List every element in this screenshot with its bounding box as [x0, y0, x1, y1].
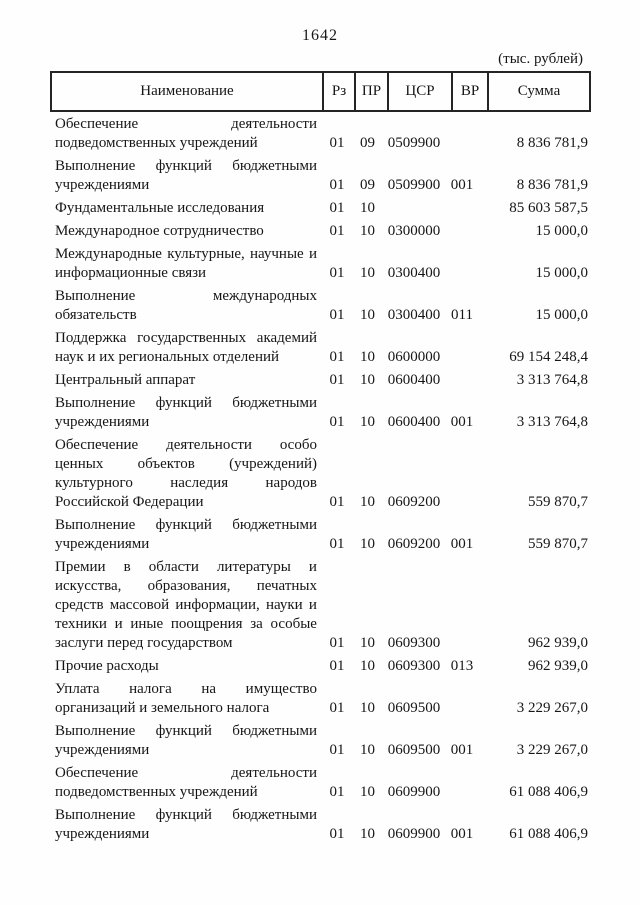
name-cell: Прочие расходы [55, 658, 159, 674]
csr-cell: 0609500 [387, 742, 441, 758]
csr-cell: 0509900 [387, 135, 441, 151]
csr-cell: 0609200 [387, 536, 441, 552]
csr-cell: 0300000 [387, 223, 441, 239]
name-cell: Выполнение функций бюджетными учреждениями [55, 158, 317, 193]
summa-cell: 3 313 764,8 [516, 414, 588, 430]
csr-cell: 0609500 [387, 700, 441, 716]
name-cell: Поддержка государственных академий наук и их региональных отделений [55, 330, 317, 365]
name-cell: Международные культурные, научные и информационные связи [55, 246, 317, 281]
summa-cell: 559 870,7 [528, 494, 588, 510]
column-header-pr: ПР [354, 73, 387, 110]
table-row [50, 558, 591, 653]
table-row [50, 329, 591, 367]
summa-cell: 8 836 781,9 [516, 135, 588, 151]
column-header-csr: ЦСР [387, 73, 451, 110]
rz-cell: 01 [329, 307, 345, 323]
summa-cell: 962 939,0 [528, 635, 588, 651]
table-row [50, 222, 591, 241]
name-cell: Выполнение функций бюджетными учреждениями [55, 807, 317, 842]
pr-cell: 10 [360, 200, 375, 216]
pr-cell: 10 [360, 826, 375, 842]
summa-cell: 61 088 406,9 [509, 784, 588, 800]
pr-cell: 10 [360, 536, 375, 552]
table-row [50, 680, 591, 718]
pr-cell: 10 [360, 349, 375, 365]
pr-cell: 10 [360, 784, 375, 800]
rz-cell: 01 [329, 784, 345, 800]
table-row [50, 436, 591, 512]
name-cell: Международное сотрудничество [55, 223, 264, 239]
pr-cell: 09 [360, 135, 375, 151]
csr-cell: 0300400 [387, 307, 441, 323]
pr-cell: 10 [360, 307, 375, 323]
summa-cell: 962 939,0 [528, 658, 588, 674]
rz-cell: 01 [329, 700, 345, 716]
csr-cell: 0609900 [387, 784, 441, 800]
table-row [50, 806, 591, 844]
csr-cell: 0600400 [387, 372, 441, 388]
vr-cell: 001 [450, 742, 474, 758]
pr-cell: 10 [360, 635, 375, 651]
rz-cell: 01 [329, 200, 345, 216]
name-cell: Обеспечение деятельности подведомственных учреждений [55, 116, 317, 151]
summa-cell: 15 000,0 [535, 223, 588, 239]
pr-cell: 10 [360, 223, 375, 239]
table-row [50, 199, 591, 218]
csr-cell: 0300400 [387, 265, 441, 281]
csr-cell: 0600400 [387, 414, 441, 430]
pr-cell: 10 [360, 265, 375, 281]
summa-cell: 85 603 587,5 [509, 200, 588, 216]
name-cell: Центральный аппарат [55, 372, 196, 388]
csr-cell: 0609300 [387, 635, 441, 651]
csr-cell: 0600000 [387, 349, 441, 365]
vr-cell: 001 [450, 414, 474, 430]
name-cell: Выполнение функций бюджетными учреждениями [55, 517, 317, 552]
rz-cell: 01 [329, 135, 345, 151]
name-cell: Выполнение функций бюджетными учреждениями [55, 723, 317, 758]
table-header-row [50, 71, 591, 112]
rz-cell: 01 [329, 826, 345, 842]
vr-cell: 011 [451, 307, 473, 323]
page-number: 1642 [302, 27, 338, 44]
table-body [50, 115, 591, 844]
column-header-summa: Сумма [487, 73, 589, 110]
table-row [50, 394, 591, 432]
summa-cell: 3 229 267,0 [516, 742, 588, 758]
table-row [50, 722, 591, 760]
rz-cell: 01 [329, 536, 345, 552]
rz-cell: 01 [329, 494, 345, 510]
summa-cell: 8 836 781,9 [516, 177, 588, 193]
table-row [50, 657, 591, 676]
name-cell: Обеспечение деятельности подведомственных учреждений [55, 765, 317, 800]
table-row [50, 157, 591, 195]
table-row [50, 115, 591, 153]
rz-cell: 01 [329, 414, 345, 430]
name-cell: Выполнение международных обязательств [55, 288, 317, 323]
vr-cell: 001 [450, 177, 474, 193]
csr-cell: 0509900 [387, 177, 441, 193]
rz-cell: 01 [329, 658, 345, 674]
pr-cell: 10 [360, 742, 375, 758]
pr-cell: 10 [360, 658, 375, 674]
vr-cell: 001 [450, 826, 474, 842]
table-row [50, 245, 591, 283]
table-row [50, 371, 591, 390]
summa-cell: 15 000,0 [535, 265, 588, 281]
name-cell: Уплата налога на имущество организаций и земельного налога [55, 681, 317, 716]
csr-cell: 0609900 [387, 826, 441, 842]
rz-cell: 01 [329, 372, 345, 388]
pr-cell: 10 [360, 414, 375, 430]
name-cell: Фундаментальные исследования [55, 200, 265, 216]
table-row [50, 516, 591, 554]
rz-cell: 01 [329, 635, 345, 651]
column-header-rz: Рз [322, 73, 354, 110]
units-label: (тыс. рублей) [498, 51, 583, 67]
table-row [50, 764, 591, 802]
name-cell: Премии в области литературы и искусства, образования, печатных средств массовой информации, науки и техники и иные поощрения за особые заслуги перед государством [55, 559, 317, 651]
table-row [50, 287, 591, 325]
pr-cell: 10 [360, 700, 375, 716]
vr-cell: 001 [450, 536, 474, 552]
summa-cell: 3 313 764,8 [516, 372, 588, 388]
summa-cell: 559 870,7 [528, 536, 588, 552]
summa-cell: 61 088 406,9 [509, 826, 588, 842]
vr-cell: 013 [450, 658, 474, 674]
rz-cell: 01 [329, 265, 345, 281]
rz-cell: 01 [329, 177, 345, 193]
rz-cell: 01 [329, 742, 345, 758]
summa-cell: 15 000,0 [535, 307, 588, 323]
column-header-name: Наименование [140, 83, 234, 99]
pr-cell: 10 [360, 372, 375, 388]
summa-cell: 69 154 248,4 [509, 349, 588, 365]
csr-cell: 0609300 [387, 658, 441, 674]
name-cell: Выполнение функций бюджетными учреждениями [55, 395, 317, 430]
summa-cell: 3 229 267,0 [516, 700, 588, 716]
rz-cell: 01 [329, 223, 345, 239]
column-header-vr: ВР [451, 73, 487, 110]
pr-cell: 09 [360, 177, 375, 193]
pr-cell: 10 [360, 494, 375, 510]
name-cell: Обеспечение деятельности особо ценных объектов (учреждений) культурного наследия народов Российской Федерации [55, 437, 317, 510]
csr-cell: 0609200 [387, 494, 441, 510]
rz-cell: 01 [329, 349, 345, 365]
